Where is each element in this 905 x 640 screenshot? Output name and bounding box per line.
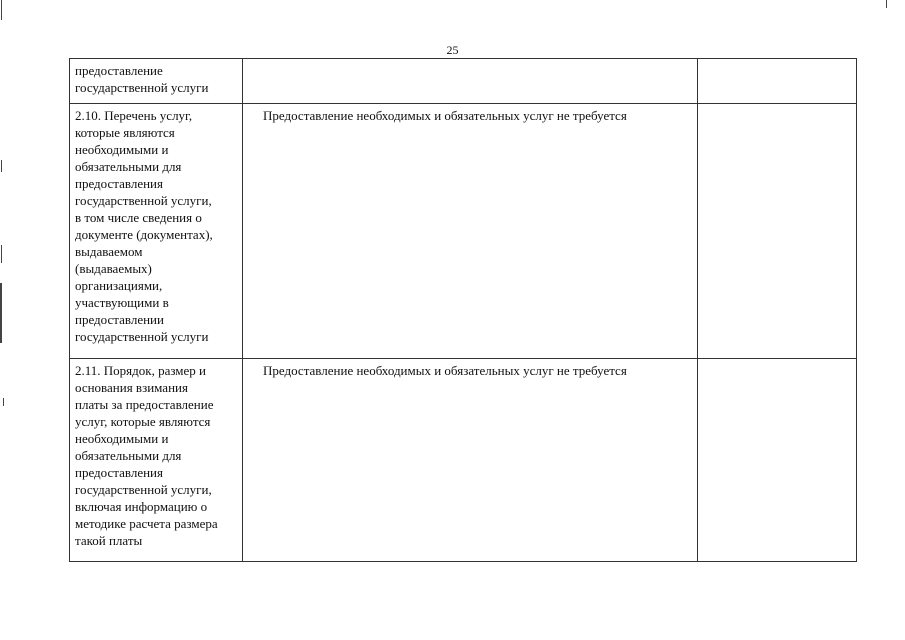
table-row [70,359,857,562]
row-content-cell [243,359,698,562]
scan-mark [1,245,2,263]
scan-mark [886,0,887,8]
scan-mark [3,398,4,406]
row-extra-cell [698,59,857,104]
row-content-cell [243,104,698,359]
row-content: Предоставление необходимых и обязательных услуг не требуется [263,363,627,378]
row-content [243,59,697,62]
row-label: 2.10. Перечень услуг, которые являются необходимыми и обязательными для предоставления государственной услуги, в том числе сведения о документе (документах), выдаваемом (выдаваемых) организациями, участвующими в предоставлении государственной услуги [75,108,213,344]
table-row [70,59,857,104]
table-row [70,104,857,359]
row-label: предоставление государственной услуги [75,63,209,95]
page-number: 25 [446,43,459,57]
scan-mark [0,283,2,343]
row-label-cell [70,104,243,359]
row-label-cell [70,59,243,104]
row-label-cell [70,359,243,562]
service-table [69,58,857,562]
scan-mark [1,160,2,172]
row-extra-cell [698,359,857,562]
row-label: 2.11. Порядок, размер и основания взимания платы за предоставление услуг, которые являются необходимыми и обязательными для предоставления государственной услуги, включая информацию о методике расчета размера такой платы [75,363,218,548]
row-content-cell [243,59,698,104]
scan-mark [1,0,2,20]
row-content: Предоставление необходимых и обязательных услуг не требуется [263,108,627,123]
row-extra-cell [698,104,857,359]
